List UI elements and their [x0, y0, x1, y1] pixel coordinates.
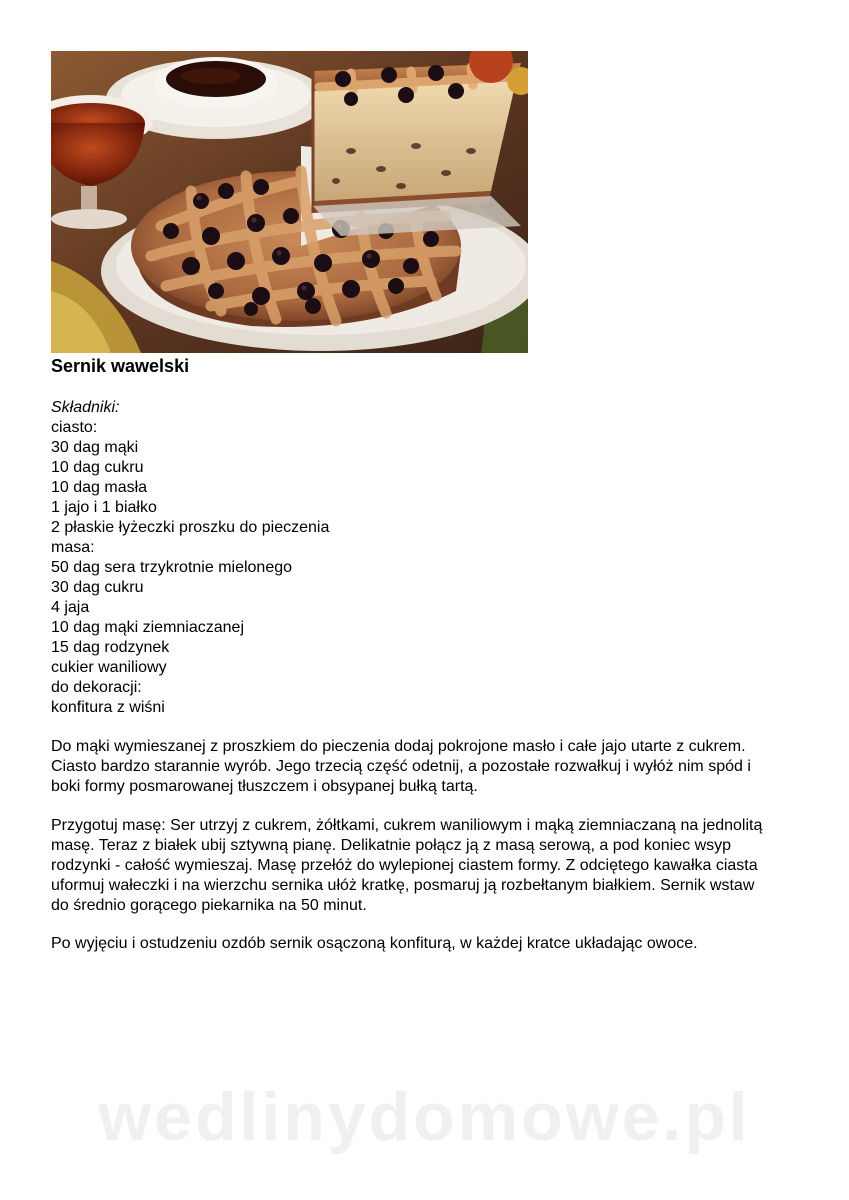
ingredient-line: 1 jajo i 1 białko — [51, 499, 157, 516]
recipe-title: Sernik wawelski — [51, 356, 190, 376]
ingredient-line: 10 dag cukru — [51, 459, 144, 476]
instructions-paragraph-decoration: Po wyjęciu i ostudzeniu ozdób sernik osączoną konfiturą, w każdej kratce układając owoce. — [51, 935, 698, 952]
ingredient-line: 15 dag rodzynek — [51, 639, 170, 656]
ingredient-line: 10 dag masła — [51, 479, 148, 496]
ingredient-line: do dekoracji: — [51, 679, 142, 696]
ingredient-line: ciasto: — [51, 419, 98, 436]
ingredient-line: 10 dag mąki ziemniaczanej — [51, 619, 244, 636]
ingredients-list — [51, 398, 329, 718]
cheesecake-photo-illustration — [51, 51, 528, 353]
instructions-paragraph-dough: Do mąki wymieszanej z proszkiem do pieczenia dodaj pokrojone masło i całe jajo utarte z cukrem. Ciasto bardzo starannie wyrób. Jego trzecią część odetnij, a pozostałe rozwałkuj i wyłóż nim spód i boki formy posmarowanej tłuszczem i obsypanej bułką tartą. — [51, 738, 751, 795]
recipe-photo — [51, 51, 528, 353]
ingredient-line: 30 dag mąki — [51, 439, 139, 456]
site-watermark: wedlinydomowe.pl — [98, 1079, 751, 1155]
ingredient-line: 50 dag sera trzykrotnie mielonego — [51, 559, 293, 576]
ingredient-line: 2 płaskie łyżeczki proszku do pieczenia — [51, 519, 330, 536]
ingredient-line: masa: — [51, 539, 95, 556]
ingredient-line: konfitura z wiśni — [51, 699, 165, 716]
instructions-paragraph-filling: Przygotuj masę: Ser utrzyj z cukrem, żółtkami, cukrem waniliowym i mąką ziemniaczaną na jednolitą masę. Teraz z białek ubij sztywną pianę. Delikatnie połącz ją z masą serową, a pod koniec wsyp rodzynki - całość wymieszaj. Masę przełóż do wylepionej ciastem formy. Z odciętego kawałka ciasta uformuj wałeczki i na wierzchu sernika ułóż kratkę, posmaruj ją rozbełtanym białkiem. Sernik wstaw do średnio gorącego piekarnika na 50 minut. — [51, 817, 763, 914]
ingredient-line: 30 dag cukru — [51, 579, 144, 596]
ingredients-heading: Składniki: — [51, 399, 120, 416]
ingredient-line: cukier waniliowy — [51, 659, 167, 676]
ingredient-line: 4 jaja — [51, 599, 90, 616]
